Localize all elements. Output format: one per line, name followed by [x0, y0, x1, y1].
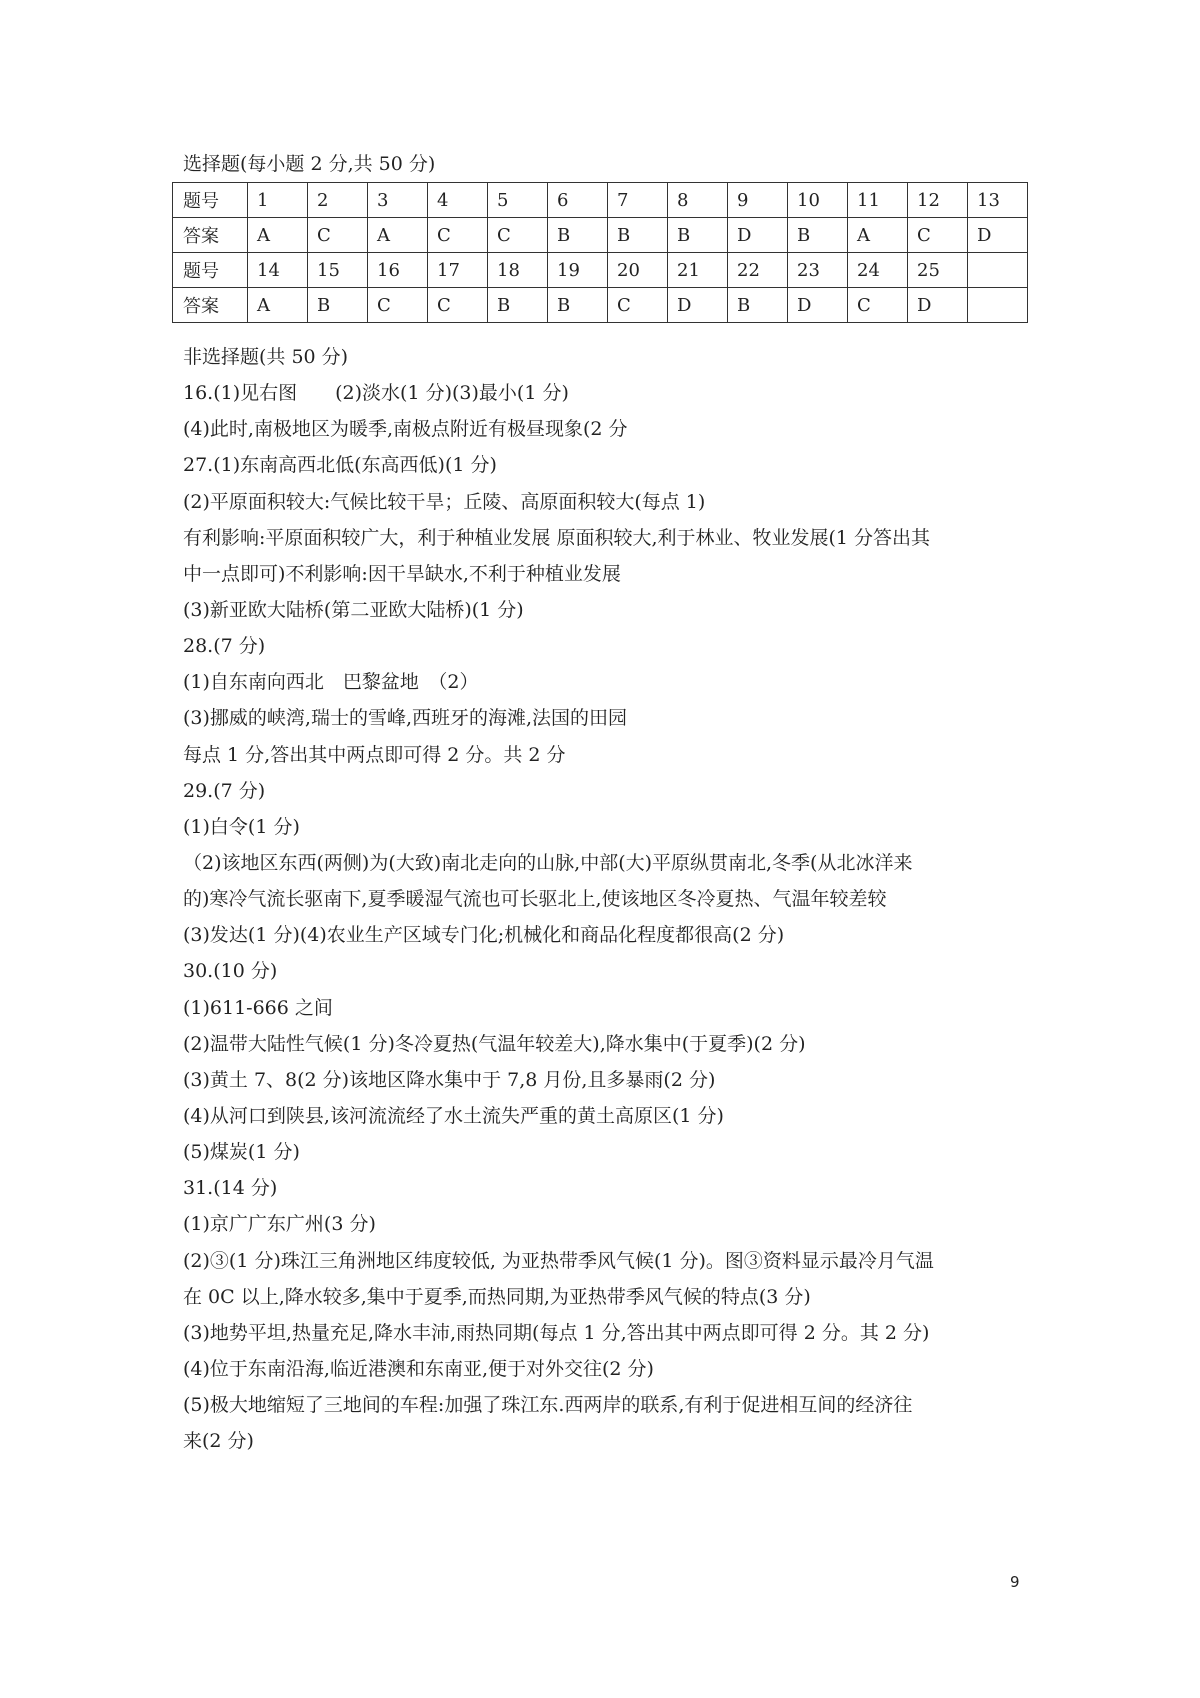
- text-line: 的)寒冷气流长驱南下,夏季暖湿气流也可长驱北上,使该地区冬冷夏热、气温年较差较: [183, 888, 887, 911]
- table-cell: 10: [788, 183, 848, 218]
- table-cell: A: [848, 218, 908, 253]
- answer-text-block: [183, 339, 1033, 1459]
- table-cell: 8: [668, 183, 728, 218]
- text-line: 28.(7 分): [183, 635, 266, 658]
- text-line: (4)从河口到陕县,该河流流经了水土流失严重的黄土高原区(1 分): [183, 1104, 724, 1127]
- table-cell: 15: [308, 253, 368, 288]
- table-cell: B: [488, 288, 548, 323]
- table-row: [173, 288, 1028, 323]
- text-line: (2)温带大陆性气候(1 分)冬冷夏热(气温年较差大),降水集中(于夏季)(2 分): [183, 1032, 806, 1055]
- text-line: 30.(10 分): [183, 960, 278, 983]
- text-line: 每点 1 分,答出其中两点即可得 2 分。共 2 分: [183, 743, 566, 766]
- table-cell: B: [308, 288, 368, 323]
- table-cell: 2: [308, 183, 368, 218]
- table-cell: A: [248, 218, 308, 253]
- table-cell: D: [788, 288, 848, 323]
- table-cell: C: [428, 218, 488, 253]
- table-cell: 6: [548, 183, 608, 218]
- table-cell: 11: [848, 183, 908, 218]
- table-cell: D: [728, 218, 788, 253]
- table-cell: 7: [608, 183, 668, 218]
- table-row: [173, 218, 1028, 253]
- text-line: 27.(1)东南高西北低(东高西低)(1 分): [183, 454, 497, 477]
- answer-key-table: [172, 182, 1028, 323]
- table-cell: 25: [908, 253, 968, 288]
- text-line: (5)煤炭(1 分): [183, 1141, 300, 1164]
- table-cell: 23: [788, 253, 848, 288]
- row-label: 题号: [173, 183, 248, 218]
- text-line: 29.(7 分): [183, 779, 266, 802]
- table-cell: B: [728, 288, 788, 323]
- text-line: (1)611-666 之间: [183, 996, 333, 1019]
- table-cell: [968, 288, 1028, 323]
- table-cell: 5: [488, 183, 548, 218]
- text-line: 16.(1)见右图 (2)淡水(1 分)(3)最小(1 分): [183, 382, 569, 405]
- table-cell: 4: [428, 183, 488, 218]
- table-cell: 13: [968, 183, 1028, 218]
- table-cell: D: [968, 218, 1028, 253]
- text-line: （2)该地区东西(两侧)为(大致)南北走向的山脉,中部(大)平原纵贯南北,冬季(从北冰洋来: [183, 851, 913, 874]
- text-line: 有利影响:平原面积较广大，利于种植业发展 原面积较大,利于林业、牧业发展(1 分答出其: [183, 526, 931, 549]
- table-cell: 22: [728, 253, 788, 288]
- table-cell: C: [608, 288, 668, 323]
- table-row: [173, 183, 1028, 218]
- table-cell: 17: [428, 253, 488, 288]
- table-cell: 24: [848, 253, 908, 288]
- table-cell: B: [788, 218, 848, 253]
- text-line: (5)极大地缩短了三地间的车程:加强了珠江东.西两岸的联系,有利于促进相互间的经济往: [183, 1394, 913, 1417]
- text-line: (3)发达(1 分)(4)农业生产区域专门化;机械化和商品化程度都很高(2 分): [183, 924, 785, 947]
- text-line: (3)地势平坦,热量充足,降水丰沛,雨热同期(每点 1 分,答出其中两点即可得 2 分。其 2 分): [183, 1321, 930, 1344]
- text-line: 非选择题(共 50 分): [183, 346, 349, 368]
- text-line: (1)白令(1 分): [183, 815, 300, 838]
- table-cell: A: [368, 218, 428, 253]
- row-label: 答案: [173, 218, 248, 253]
- multiple-choice-heading: 选择题(每小题 2 分,共 50 分): [183, 153, 436, 175]
- table-cell: C: [908, 218, 968, 253]
- table-cell: 14: [248, 253, 308, 288]
- text-line: 来(2 分): [183, 1430, 254, 1453]
- table-cell: 20: [608, 253, 668, 288]
- text-line: 31.(14 分): [183, 1177, 278, 1200]
- table-cell: C: [488, 218, 548, 253]
- text-line: (1)自东南向西北 巴黎盆地 （2）: [183, 671, 479, 694]
- row-label: 题号: [173, 253, 248, 288]
- table-cell: C: [848, 288, 908, 323]
- table-cell: [968, 253, 1028, 288]
- text-line: (2)③(1 分)珠江三角洲地区纬度较低, 为亚热带季风气候(1 分)。图③资料显示最冷月气温: [183, 1249, 934, 1272]
- table-cell: B: [668, 218, 728, 253]
- table-cell: D: [668, 288, 728, 323]
- table-cell: C: [428, 288, 488, 323]
- text-line: (4)位于东南沿海,临近港澳和东南亚,便于对外交往(2 分): [183, 1357, 654, 1380]
- table-cell: B: [608, 218, 668, 253]
- text-line: (3)新亚欧大陆桥(第二亚欧大陆桥)(1 分): [183, 598, 524, 621]
- table-cell: C: [368, 288, 428, 323]
- table-cell: 16: [368, 253, 428, 288]
- text-line: (3)黄土 7、8(2 分)该地区降水集中于 7,8 月份,且多暴雨(2 分): [183, 1068, 716, 1091]
- table-row: [173, 253, 1028, 288]
- table-cell: 19: [548, 253, 608, 288]
- table-cell: 18: [488, 253, 548, 288]
- row-label: 答案: [173, 288, 248, 323]
- table-cell: 1: [248, 183, 308, 218]
- table-cell: B: [548, 218, 608, 253]
- table-cell: 21: [668, 253, 728, 288]
- table-cell: 3: [368, 183, 428, 218]
- table-cell: 12: [908, 183, 968, 218]
- text-line: 中一点即可)不利影响:因干旱缺水,不利于种植业发展: [183, 562, 621, 585]
- table-cell: A: [248, 288, 308, 323]
- page-number: 9: [1010, 1573, 1020, 1591]
- text-line: (2)平原面积较大:气候比较干旱；丘陵、高原面积较大(每点 1): [183, 490, 706, 513]
- text-line: (4)此时,南极地区为暖季,南极点附近有极昼现象(2 分: [183, 418, 628, 441]
- text-line: (1)京广广东广州(3 分): [183, 1213, 376, 1236]
- text-line: (3)挪威的峡湾,瑞士的雪峰,西班牙的海滩,法国的田园: [183, 707, 628, 730]
- text-line: 在 0C 以上,降水较多,集中于夏季,而热同期,为亚热带季风气候的特点(3 分): [183, 1285, 811, 1308]
- table-cell: C: [308, 218, 368, 253]
- table-cell: B: [548, 288, 608, 323]
- table-cell: 9: [728, 183, 788, 218]
- table-cell: D: [908, 288, 968, 323]
